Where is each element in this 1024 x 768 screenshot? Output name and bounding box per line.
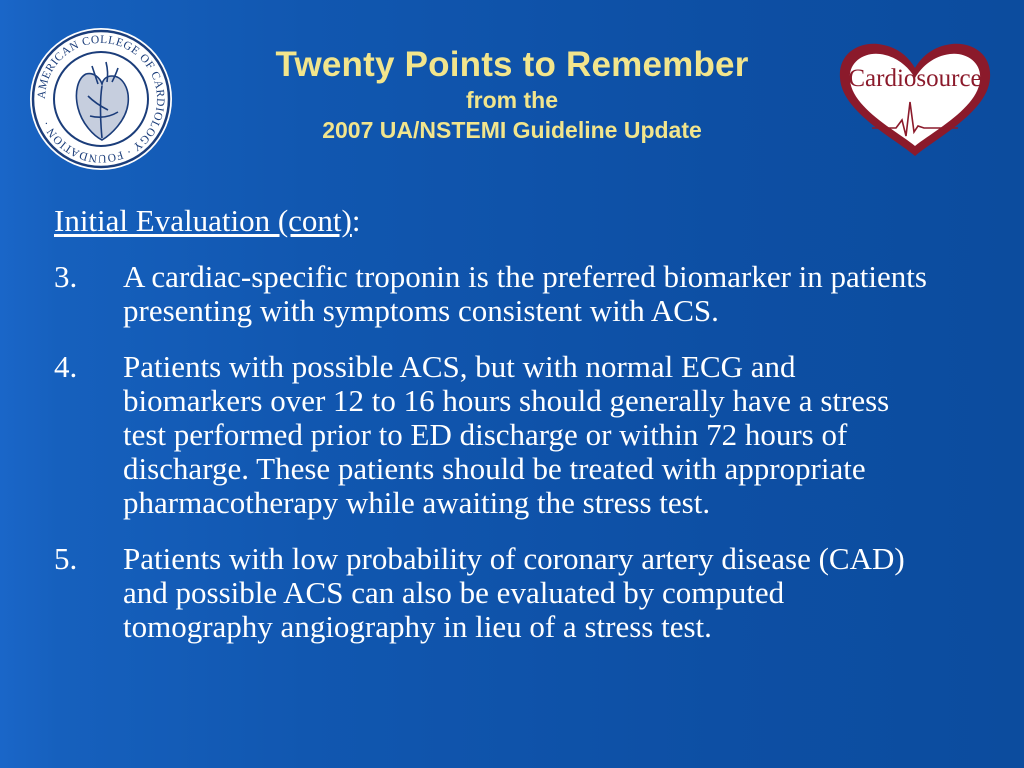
slide-body xyxy=(54,204,934,666)
section-heading xyxy=(54,204,934,238)
acc-foundation-seal-icon xyxy=(28,26,174,172)
list-item xyxy=(54,260,934,328)
section-heading-colon: : xyxy=(351,203,361,238)
list-item-number: 3. xyxy=(54,259,78,294)
section-heading-text: Initial Evaluation (cont) xyxy=(54,203,352,238)
list-item xyxy=(54,542,934,644)
page-title: Twenty Points to Remember xyxy=(275,45,749,84)
list-item-text: Patients with low probability of coronary artery disease (CAD) and possible ACS can also be evaluated by computed tomography angiography in lieu of a stress test. xyxy=(123,541,905,644)
list-item xyxy=(54,350,934,520)
page-subtitle-guideline: 2007 UA/NSTEMI Guideline Update xyxy=(322,117,702,143)
heart-ecg-icon xyxy=(834,40,996,160)
cardiosource-label: Cardiosource xyxy=(848,65,982,92)
list-item-text: A cardiac-specific troponin is the preferred biomarker in patients presenting with symptoms consistent with ACS. xyxy=(123,259,927,328)
list-item-text: Patients with possible ACS, but with normal ECG and biomarkers over 12 to 16 hours should generally have a stress test performed prior to ED discharge or within 72 hours of discharge. These patients should be treated with appropriate pharmacotherapy while awaiting the stress test. xyxy=(123,349,890,520)
list-item-number: 4. xyxy=(54,349,78,384)
seal-ring-text: AMERICAN COLLEGE OF CARDIOLOGY · FOUNDATION · xyxy=(35,33,167,165)
list-item-number: 5. xyxy=(54,541,78,576)
page-subtitle: from the xyxy=(466,87,558,113)
title-block xyxy=(180,44,844,146)
